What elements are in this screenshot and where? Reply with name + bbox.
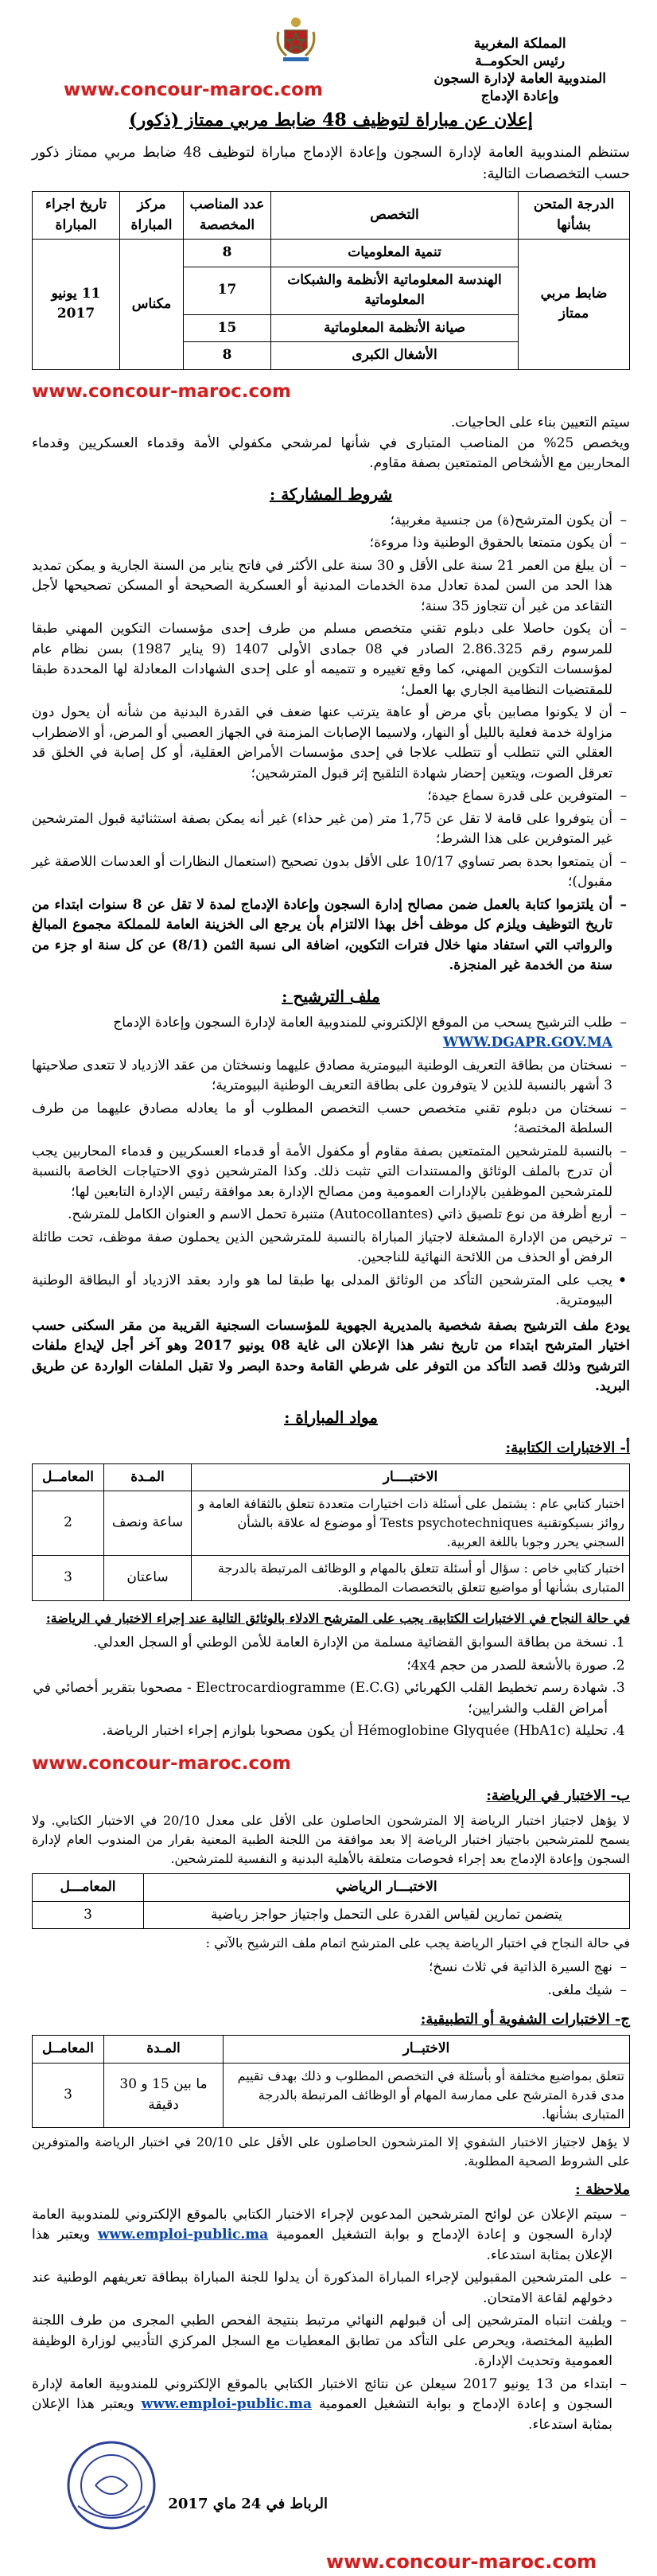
exams-title: مواد المباراة :	[284, 1407, 378, 1427]
test-cell: تتعلق بمواضيع مختلفة أو بأسئلة في التخصص المطلوب و ذلك بهدف تقييم مدى قدرة المترشح على ممارسة المهام أو الوظائف المرتبطة بالدرجة المتبارى بشأنها.	[224, 2063, 630, 2127]
sport-test-table	[32, 1873, 630, 1929]
sport-after-text: في حالة النجاح في اختبار الرياضة يجب على المترشح اتمام ملف الترشيح بالآتي :	[205, 1935, 630, 1951]
remarks-title: ملاحظة :	[575, 2180, 630, 2198]
header-line-government: رئيس الحكومــة	[475, 53, 566, 70]
list-item: 3. شهادة رسم تخطيط القلب الكهربائي (E.C.G) Electrocardiogramme - مصحوبا بتقرير أخصائي في أمراض القلب والشرايين؛	[32, 1678, 608, 1719]
col-duration: المـدة	[104, 2036, 224, 2064]
conditions-list	[32, 511, 630, 976]
col-specialty: التخصص	[271, 192, 519, 240]
list-item: – أربع أظرفة من نوع تلصيق ذاتي (Autocollantes) متنبرة تحمل الاسم و العنوان الكامل للمترشح.	[32, 1205, 612, 1226]
col-coef: المعامــل	[33, 1463, 104, 1491]
intro-paragraph: ستنظم المندوبية العامة لإدارة السجون وإعادة الإدماج مباراة لتوظيف 48 ضابط مربي ممتاز ذكور حسب التخصصات التالية:	[32, 144, 630, 182]
test-cell: اختبار كتابي خاص : سؤال أو أسئلة تتعلق بالمهام و الوظائف المرتبطة بالدرجة المتبارى بشأنها أو مواضيع تتعلق بالتخصصات المطلوبة.	[192, 1556, 630, 1601]
count-cell: 8	[184, 240, 271, 267]
remark-tail: ويعتبر هذا الإعلان بمثابة استدعاء.	[32, 2396, 612, 2433]
center-cell: مكناس	[120, 240, 184, 370]
list-item: – أن يكون حاصلا على دبلوم تقني متخصص مسلم من طرف إحدى مؤسسات التكوين المهني طبقا للمرسوم رقم 2.86.325 الصادر في 08 جمادى الأولى 1407 (9 يناير 1987) بسن نظام عام لمؤسسات التكوين المهني، كما وقع تغييره و تتميمه أو على إحدى الشهادات المعادلة لها المحددة طبقا للمقتضيات النظامية الجاري بها العمل؛	[32, 619, 612, 700]
col-sport-test: الاختبـــار الرياضي	[144, 1874, 630, 1902]
date-cell: 11 يونيو 2017	[33, 240, 120, 370]
table-row	[33, 1491, 630, 1556]
table-row	[33, 2063, 630, 2127]
col-coef: المعامـــل	[33, 1874, 144, 1902]
col-duration: المـدة	[104, 1463, 192, 1491]
sport-test-text: لا يؤهل لاجتياز اختبار الرياضة إلا المترشحون الحاصلون على الأقل على معدل 20/10 في الاختبار الكتابي. ولا يسمح للمترشحين باجتياز اختبار الرياضة إلا بعد موافقة من اللجنة الطبية المعنية بقرار من المندوب العام لإدارة السجون وإعادة الإدماج بعد إجراء فحوصات متعلقة بالأهلية البدنية و النفسية للمترشحين.	[32, 1813, 630, 1866]
header-line-reinsertion: وإعادة الإدماج	[480, 88, 559, 105]
list-item: – أن يلتزموا كتابة بالعمل ضمن مصالح إدارة السجون وإعادة الإدماج لمدة لا تقل عن 8 سنوات ابتداء من تاريخ التوظيف ويلزم كل موظف أخل بهذا الالتزام بأن يرجع الى الخزينة العامة للمملكة مجموع المبالغ والرواتب التي استفاد منها خلال فترات التكوين، اضافة الى نسبة الثمن (8/1) عن كل سنة او جزء من سنة من الخدمة غير المنجزة.	[32, 895, 612, 976]
watermark-top[interactable]: www.concour-maroc.com	[64, 80, 323, 100]
list-item	[32, 1013, 612, 1054]
count-cell: 8	[184, 342, 271, 370]
signature-block	[32, 2438, 630, 2573]
list-item: – ويلفت انتباه المترشحين إلى أن قبولهم النهائي مرتبط بنتيجة الفحص الطبي المجرى من طرف اللجنة الطبية المختصة، ويحرص على التأكد من تطابق المعطيات مع السجل المركزي التأديبي لوزارة الوظيفة العمومية وتحديث الإدارة.	[32, 2311, 612, 2372]
coef-cell: 2	[33, 1491, 104, 1556]
table-row	[33, 1556, 630, 1601]
specialty-cell: الهندسة المعلوماتية الأنظمة والشبكات المعلوماتية	[271, 267, 519, 314]
sport-test-cell: يتضمن تمارين لقياس القدرة على التحمل واجتياز حواجز رياضية	[144, 1901, 630, 1929]
file-note-list	[32, 1271, 630, 1311]
letterhead	[32, 0, 630, 135]
coef-cell: 3	[33, 1556, 104, 1601]
col-date: تاريخ اجراء المباراة	[33, 192, 120, 240]
oral-tests-table	[32, 2035, 630, 2128]
list-item: – ترخيص من الإدارة المشغلة لاجتياز المباراة بالنسبة للمترشحين الذين يحملون صفة موظف، تحت طائلة الرفض أو الحذف من اللائحة النهائية للناجحين.	[32, 1228, 612, 1269]
col-center: مركز المباراة	[120, 192, 184, 240]
header-institution	[433, 35, 606, 105]
test-cell: اختبار كتابي عام : يشتمل على أسئلة ذات اختيارات متعددة تتعلق بالثقافة العامة و روائز بسيكوتقنية Tests psychotechniques أو موضوع له علاقة بالشأن السجني يحرر وجوبا باللغة العربية.	[192, 1491, 630, 1556]
duration-cell: ساعة ونصف	[104, 1491, 192, 1556]
watermark-lower[interactable]: www.concour-maroc.com	[32, 1752, 291, 1774]
col-coef: المعامــل	[33, 2036, 104, 2064]
duration-cell: ساعتان	[104, 1556, 192, 1601]
remark-text: ابتداء من 13 يونيو 2017 سيعلن عن نتائج الاختبار الكتابي بالموقع الإلكتروني للمندوبية العامة لإدارة السجون و إعادة الإدماج و بوابة التشغيل العمومية	[32, 2375, 613, 2412]
list-item	[32, 2205, 612, 2266]
list-item: – نسختان من دبلوم تقني متخصص حسب التخصص المطلوب أو ما يعادله مصادق عليهما من طرف السلطة المختصة؛	[32, 1099, 612, 1140]
list-item: 2. صورة بالأشعة للصدر من حجم 4x4؛	[32, 1656, 608, 1677]
remark-tail: ويعتبر هذا الإعلان بمثابة استدعاء.	[32, 2227, 612, 2263]
list-item: – بالنسبة للمترشحين المتمتعين بصفة مقاوم أو مكفول الأمة أو قدماء العسكريين و قدماء المحاربين يجب أن تدرج بالملف الوثائق والمستندات التي تثبت ذلك. وكذا المترشحين ذوي الاحتياجات الخاصة بالنسبة للمترشحين الموظفين بالإدارات العمومية ومن مصالح الإدارة بعد موافقة رئيس الإدارة التابعين لها؛	[32, 1142, 612, 1203]
file-note: • يجب على المترشحين التأكد من الوثائق المدلى بها طبقا لما هو وارد بعقد الازدياد أو البطاقة الوطنية البيومترية.	[32, 1271, 612, 1311]
list-item: – أن لا يكونوا مصابين بأي مرض أو عاهة يترتب عنها ضعف في القدرة البدنية من شأنه أن يحول دون مزاولة خدمة فعلية بالليل أو النهار، ولاسيما الإصابات المزمنة في الجهاز العصبي أو المرض، أو الاضطراب العقلي التي تتطلب أو تتطلب علاجا في إحدى مؤسسات الأمراض العقلية، أو كل إصابة في الخلق قد تعرقل الصوت، ويتعين إحضار شهادة التلقيح إثر قبول المترشحين؛	[32, 703, 612, 784]
conditions-title: شروط المشاركة :	[269, 484, 393, 504]
watermark-bottom[interactable]: www.concour-maroc.com	[326, 2551, 597, 2573]
sport-test-title: ب- الاختبار في الرياضة:	[486, 1787, 630, 1804]
oral-tests-title: ج- الاختبارات الشفوية أو التطبيقية:	[420, 2011, 630, 2028]
remark-text: سيتم الإعلان عن لوائح المترشحين المدعوين لإجراء الاختبار الكتابي بالموقع الإلكتروني للمندوبية العامة لإدارة السجون و إعادة الإدماج و بوابة التشغيل العمومية	[32, 2206, 613, 2243]
list-item: – نسختان من بطاقة التعريف الوطنية البيومترية مصادق عليهما ونسختان من عقد الازدياد لا تتعدى صلاحيتها 3 أشهر بالنسبة للذين لا يتوفرون على بطاقة التعريف الوطنية البيومترية؛	[32, 1056, 612, 1097]
specialty-cell: صيانة الأنظمة المعلوماتية	[271, 314, 519, 342]
file-title: ملف الترشيح :	[282, 986, 380, 1006]
list-item: – أن يكون المترشح(ة) من جنسية مغربية؛	[32, 511, 612, 532]
specialty-cell: الأشغال الكبرى	[271, 342, 519, 370]
list-item: 4. تحليلة Hémoglobine Glyquée (HbA1c) أن يكون مصحوبا بلوازم إجراء اختبار الرياضة.	[32, 1721, 608, 1742]
appointment-note: سيتم التعيين بناء على الحاجيات. ويخصص 25% من المناصب المتبارى في شأنها لمرشحي مكفولي الأمة وقدماء العسكريين وقدماء المحاربين مع الأشخاص المتمتعين بصفة مقاوم.	[32, 415, 630, 471]
deposit-paragraph: يودع ملف الترشيح بصفة شخصية بالمديرية الجهوية للمؤسسات السجنية القريبة من مقر السكنى حسب اختيار المترشح ابتداء من تاريخ نشر هذا الإعلان الى غاية 08 يونيو 2017 وهو آخر أجل لإيداع ملفات الترشيح وذلك قصد التأكد من التوفر على شرطي القامة وحدة البصر ولا تقبل الملفات الواردة عن طريق البريد.	[32, 1317, 630, 1394]
coef-cell: 3	[33, 2063, 104, 2127]
col-test: الاختبــــار	[192, 1463, 630, 1491]
specialty-cell: تنمية المعلوميات	[271, 240, 519, 267]
header-line-delegation: المندوبية العامة لإدارة السجون	[433, 71, 606, 88]
file-item-text: طلب الترشيح يسحب من الموقع الإلكتروني للمندوبية العامة لإدارة السجون وإعادة الإدماج	[113, 1014, 612, 1031]
list-item: – أن يكون متمتعا بالحقوق الوطنية وذا مروءة؛	[32, 533, 612, 554]
written-tests-table	[32, 1463, 630, 1602]
announcement-title: إعلان عن مباراة لتوظيف 48 ضابط مربي ممتاز (ذكور)	[129, 110, 533, 131]
table-row	[33, 1901, 630, 1929]
oral-after-text: لا يؤهل لاجتياز الاختبار الشفوي إلا المترشحون الحاصلون على الأقل على 20/10 في اختبار الرياضة والمتوفرين على الشروط الصحية المطلوبة.	[32, 2134, 630, 2169]
col-positions: عدد المناصب المخصصة	[184, 192, 271, 240]
col-test: الاختبــار	[224, 2036, 630, 2064]
written-tests-title: أ- الاختبارات الكتابية:	[505, 1439, 630, 1456]
list-item: – شيك ملغى.	[32, 1981, 612, 2001]
watermark-middle[interactable]: www.concour-maroc.com	[32, 380, 291, 402]
list-item: – أن يتوفروا على قامة لا تقل عن 1,75 متر (من غير حذاء) غير أنه يمكن بصفة استثنائية قبول المترشحين غير المتوفرين على هذا الشرط؛	[32, 809, 612, 850]
header-line-kingdom: المملكة المغربية	[473, 36, 566, 52]
medical-docs-list	[32, 1633, 630, 1742]
list-item: – أن يبلغ من العمر 21 سنة على الأقل و 30 سنة على الأكثر في فاتح يناير من السنة الجارية و يمكن تمديد هذا الحد من السن لمدة تعادل مدة الخدمات المدنية أو العسكرية الصحيحة أو المسكن تصحيحها لأجل التقاعد من غير أن تتجاوز 35 سنة؛	[32, 556, 612, 618]
coef-cell: 3	[33, 1901, 144, 1929]
place-date: الرباط في 24 ماي 2017	[168, 2496, 328, 2512]
medical-intro: في حالة النجاح في الاختبارات الكتابية، يجب على المترشح الادلاء بالوثائق التالية عند إجراء الاختبار في الرياضة:	[45, 1611, 630, 1626]
positions-table	[32, 191, 630, 370]
sport-after-list	[32, 1958, 630, 2001]
list-item: – أن يتمتعوا بحدة بصر تساوي 10/17 على الأقل بدون تصحيح (استعمال النظارات أو العدسات اللاصقة غير مقبول)؛	[32, 852, 612, 893]
col-grade: الدرجة المتحن بشأنها	[519, 192, 630, 240]
duration-cell: ما بين 15 و 30 دقيقة	[104, 2063, 224, 2127]
count-cell: 17	[184, 267, 271, 314]
official-stamp-icon	[64, 2438, 159, 2533]
list-item: – على المترشحين المقبولين لإجراء المباراة المذكورة أن يدلوا للجنة المباراة ببطاقة تعريفهم الوطنية عند دخولهم لقاعة الامتحان.	[32, 2268, 612, 2309]
list-item: 1. نسخة من بطاقة السوابق القضائية مسلمة من الإدارة العامة للأمن الوطني أو السجل العدلي.	[32, 1633, 608, 1654]
moroccan-coat-of-arms-icon	[274, 14, 318, 64]
emploi-public-link[interactable]: www.emploi-public.ma	[97, 2227, 269, 2243]
list-item: – نهج السيرة الذاتية في ثلاث نسخ؛	[32, 1958, 612, 1978]
list-item	[32, 2375, 612, 2436]
emploi-public-link[interactable]: www.emploi-public.ma	[141, 2396, 313, 2412]
remarks-list	[32, 2205, 630, 2436]
file-list	[32, 1013, 630, 1269]
dgapr-link[interactable]: WWW.DGAPR.GOV.MA	[443, 1035, 612, 1050]
count-cell: 15	[184, 314, 271, 342]
grade-cell: ضابط مربي ممتاز	[519, 240, 630, 370]
list-item: – المتوفرين على قدرة سماع جيدة؛	[32, 786, 612, 807]
table-row	[33, 240, 630, 267]
